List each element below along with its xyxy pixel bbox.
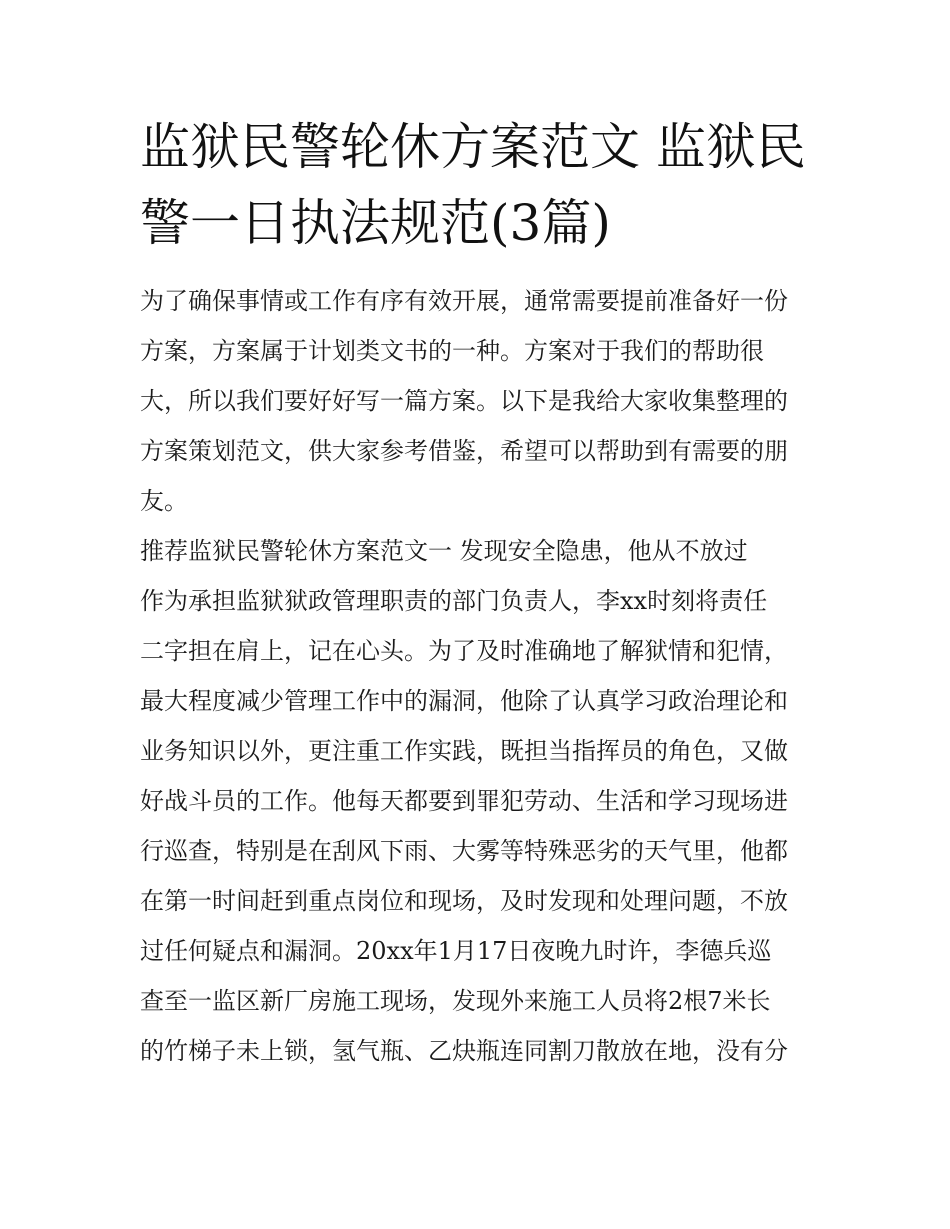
paragraph-line: 方案策划范文，供大家参考借鉴，希望可以帮助到有需要的朋 xyxy=(140,437,788,465)
paragraph-line: 在第一时间赶到重点岗位和现场，及时发现和处理问题，不放 xyxy=(140,887,788,915)
document-title-line-1: 监狱民警轮休方案范文 监狱民 xyxy=(140,118,806,176)
paragraph-line: 好战斗员的工作。他每天都要到罪犯劳动、生活和学习现场进 xyxy=(140,787,788,815)
paragraph-line: 行巡查，特别是在刮风下雨、大雾等特殊恶劣的天气里，他都 xyxy=(140,837,788,865)
section-heading: 推荐监狱民警轮休方案范文一 发现安全隐患，他从不放过 xyxy=(140,537,748,565)
paragraph-line: 二字担在肩上，记在心头。为了及时准确地了解狱情和犯情， xyxy=(140,637,788,665)
paragraph-line: 业务知识以外，更注重工作实践，既担当指挥员的角色，又做 xyxy=(140,737,788,765)
paragraph-line: 作为承担监狱狱政管理职责的部门负责人，李xx时刻将责任 xyxy=(140,587,768,615)
paragraph-line: 查至一监区新厂房施工现场，发现外来施工人员将2根7米长 xyxy=(140,987,771,1015)
document-title-line-2: 警一日执法规范(3篇) xyxy=(140,194,611,252)
paragraph-line: 最大程度减少管理工作中的漏洞，他除了认真学习政治理论和 xyxy=(140,687,788,715)
paragraph-line: 过任何疑点和漏洞。20xx年1月17日夜晚九时许，李德兵巡 xyxy=(140,937,772,965)
paragraph-line: 的竹梯子未上锁，氢气瓶、乙炔瓶连同割刀散放在地，没有分 xyxy=(140,1037,788,1065)
paragraph-line: 为了确保事情或工作有序有效开展，通常需要提前准备好一份 xyxy=(140,287,788,315)
paragraph-line: 友。 xyxy=(140,487,188,515)
paragraph-line: 方案，方案属于计划类文书的一种。方案对于我们的帮助很 xyxy=(140,337,764,365)
paragraph-line: 大，所以我们要好好写一篇方案。以下是我给大家收集整理的 xyxy=(140,387,788,415)
